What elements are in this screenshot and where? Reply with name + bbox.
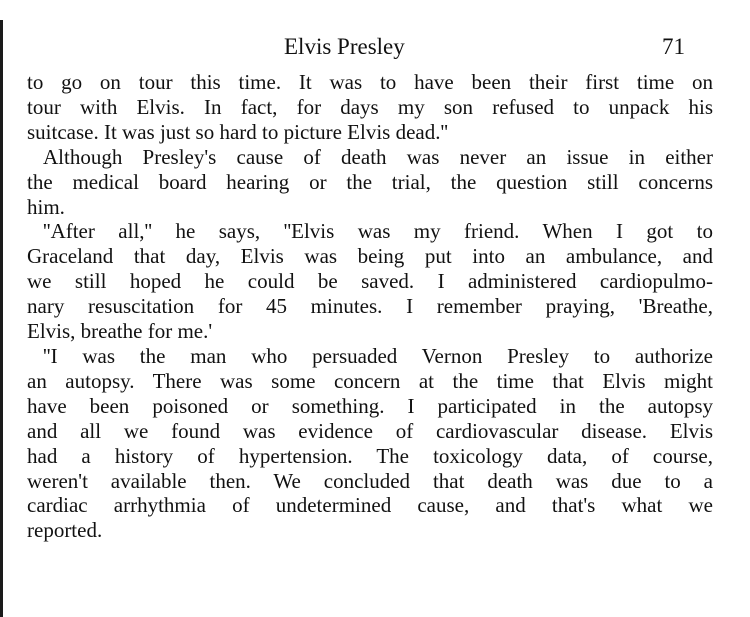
text-line: Elvis, breathe for me.' — [27, 319, 213, 344]
text-line: nary resuscitation for 45 minutes. I remember praying, 'Breathe, — [27, 294, 713, 319]
page-number: 71 — [662, 34, 685, 59]
body-text — [27, 70, 713, 543]
text-line: weren't available then. We concluded that death was due to a — [27, 468, 713, 493]
text-line: Although Presley's cause of death was never an issue in either — [43, 144, 713, 169]
text-line: tour with Elvis. In fact, for days my son refused to unpack his — [27, 94, 713, 119]
page-edge-rule — [0, 20, 3, 617]
text-line: ''After all,'' he says, ''Elvis was my friend. When I got to — [43, 219, 713, 244]
text-line: reported. — [27, 518, 103, 543]
text-line: him. — [27, 194, 65, 219]
text-line: cardiac arrhythmia of undetermined cause, and that's what we — [27, 493, 713, 518]
text-line: we still hoped he could be saved. I administered cardiopulmo- — [27, 269, 713, 294]
text-line: the medical board hearing or the trial, the question still concerns — [27, 169, 713, 194]
text-line: suitcase. It was just so hard to picture Elvis dead.'' — [27, 119, 449, 144]
text-line: have been poisoned or something. I participated in the autopsy — [27, 393, 713, 418]
text-line: an autopsy. There was some concern at the time that Elvis might — [27, 368, 713, 393]
running-title: Elvis Presley — [284, 34, 405, 59]
text-line: ''I was the man who persuaded Vernon Presley to authorize — [43, 343, 713, 368]
text-line: and all we found was evidence of cardiovascular disease. Elvis — [27, 418, 713, 443]
text-line: had a history of hypertension. The toxicology data, of course, — [27, 443, 713, 468]
text-line: Graceland that day, Elvis was being put into an ambulance, and — [27, 244, 713, 269]
page-header — [0, 30, 750, 64]
text-line: to go on tour this time. It was to have been their first time on — [27, 70, 713, 94]
